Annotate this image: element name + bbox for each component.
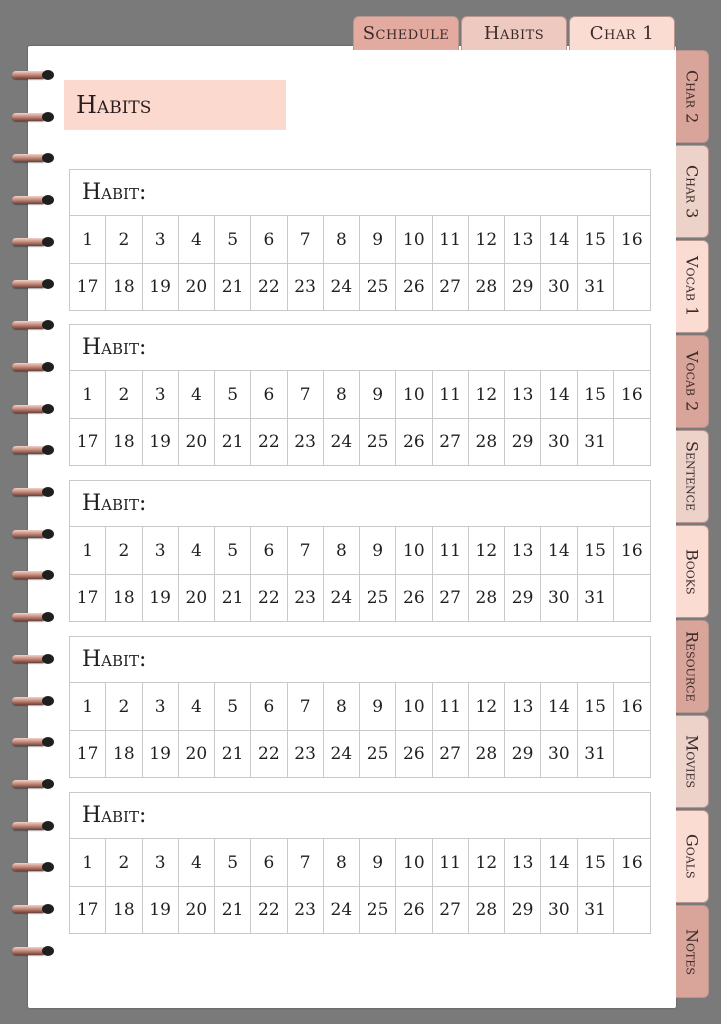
page-title-box [64,80,286,130]
day-cell[interactable]: 3 [143,683,179,730]
tab-label: Resource [682,631,702,702]
tab-resource[interactable] [676,620,709,713]
day-cell[interactable]: 5 [215,839,251,886]
day-cell[interactable]: 10 [396,839,432,886]
day-cell[interactable]: 25 [360,419,396,465]
day-cell[interactable]: 27 [433,731,469,777]
day-cell[interactable]: 12 [469,527,505,574]
tab-label: Char 3 [682,164,702,219]
day-cell[interactable]: 4 [179,839,215,886]
day-cell[interactable]: 12 [469,371,505,418]
day-cell[interactable]: 28 [469,731,505,777]
day-cell[interactable]: 9 [360,839,396,886]
day-cell[interactable]: 26 [396,731,432,777]
tab-movies[interactable] [676,715,709,808]
day-cell[interactable]: 4 [179,527,215,574]
day-cell[interactable]: 7 [288,683,324,730]
binding-ring [12,862,54,872]
empty-cell [614,887,650,933]
day-cell[interactable]: 22 [251,731,287,777]
day-cell[interactable]: 5 [215,683,251,730]
day-cell[interactable]: 7 [288,371,324,418]
day-cell[interactable]: 15 [578,371,614,418]
day-cell[interactable]: 22 [251,575,287,621]
day-cell[interactable]: 1 [70,683,106,730]
binding-ring [12,195,54,205]
tab-char-2[interactable] [676,50,709,143]
day-cell[interactable]: 14 [541,216,577,263]
day-cell[interactable]: 1 [70,839,106,886]
binding-ring [12,112,54,122]
day-cell[interactable]: 13 [505,527,541,574]
day-cell[interactable]: 12 [469,216,505,263]
day-cell[interactable]: 10 [396,527,432,574]
binding-ring [12,821,54,831]
day-cell[interactable]: 25 [360,887,396,933]
day-cell[interactable]: 6 [251,216,287,263]
habit-tracker [69,480,651,622]
day-cell[interactable]: 17 [70,419,106,465]
habit-name-field[interactable] [70,325,650,371]
day-cell[interactable]: 26 [396,264,432,310]
binding-ring [12,946,54,956]
tab-label: Goals [682,834,702,879]
day-cell[interactable]: 9 [360,527,396,574]
tab-vocab-1[interactable] [676,240,709,333]
binding-ring [12,320,54,330]
tab-vocab-2[interactable] [676,335,709,428]
day-cell[interactable]: 21 [215,575,251,621]
day-cell[interactable]: 20 [179,887,215,933]
day-cell[interactable]: 18 [106,264,142,310]
day-cell[interactable]: 27 [433,419,469,465]
day-cell[interactable]: 12 [469,839,505,886]
day-cell[interactable]: 25 [360,264,396,310]
habit-label: Habit: [82,335,147,360]
day-cell[interactable]: 4 [179,216,215,263]
tab-label: Sentence [682,441,702,512]
day-cell[interactable]: 10 [396,371,432,418]
day-row [70,263,650,310]
day-cell[interactable]: 18 [106,575,142,621]
day-cell[interactable]: 22 [251,264,287,310]
day-cell[interactable]: 28 [469,887,505,933]
day-cell[interactable]: 2 [106,371,142,418]
habit-label: Habit: [82,803,147,828]
day-row [70,886,650,933]
day-cell[interactable]: 2 [106,839,142,886]
day-cell[interactable]: 17 [70,731,106,777]
day-cell[interactable]: 23 [288,887,324,933]
day-cell[interactable]: 24 [324,887,360,933]
binding-ring [12,404,54,414]
day-cell[interactable]: 11 [433,216,469,263]
binding-ring [12,529,54,539]
day-cell[interactable]: 17 [70,264,106,310]
day-cell[interactable]: 8 [324,839,360,886]
day-row [70,418,650,465]
empty-cell [614,419,650,465]
day-cell[interactable]: 2 [106,527,142,574]
habit-tracker [69,636,651,778]
day-cell[interactable]: 21 [215,731,251,777]
page-title: Habits [76,91,152,119]
day-cell[interactable]: 20 [179,419,215,465]
day-cell[interactable]: 31 [578,731,614,777]
habit-tracker [69,324,651,466]
tab-schedule[interactable]: Schedule [353,16,459,50]
tab-label: Vocab 2 [682,351,702,412]
day-cell[interactable]: 29 [505,419,541,465]
habit-name-field[interactable] [70,637,650,683]
day-cell[interactable]: 4 [179,683,215,730]
day-cell[interactable]: 16 [621,384,643,405]
day-cell[interactable]: 15 [578,683,614,730]
day-cell[interactable]: 23 [288,264,324,310]
day-cell[interactable]: 19 [143,575,179,621]
day-row [70,527,650,574]
day-cell[interactable]: 8 [324,683,360,730]
day-cell[interactable]: 14 [541,371,577,418]
day-cell[interactable]: 1 [70,216,106,263]
binding-ring [12,612,54,622]
empty-cell [614,575,650,621]
day-cell[interactable]: 11 [433,683,469,730]
day-cell[interactable]: 25 [360,731,396,777]
empty-cell [614,264,650,310]
day-cell[interactable]: 23 [288,731,324,777]
day-cell[interactable]: 31 [578,887,614,933]
day-cell[interactable]: 3 [143,839,179,886]
day-row [70,371,650,418]
day-cell[interactable]: 20 [179,731,215,777]
day-cell[interactable]: 13 [505,683,541,730]
tab-label: Notes [682,928,702,975]
day-cell[interactable]: 7 [288,216,324,263]
tab-label: Vocab 1 [682,256,702,317]
day-cell[interactable]: 1 [70,371,106,418]
day-cell[interactable]: 30 [541,887,577,933]
binding-ring [12,696,54,706]
day-cell[interactable]: 13 [505,839,541,886]
day-cell[interactable]: 5 [215,216,251,263]
tab-char-3[interactable] [676,145,709,238]
day-cell[interactable]: 26 [396,419,432,465]
day-cell[interactable]: 19 [143,731,179,777]
binding-ring [12,237,54,247]
habit-name-field[interactable] [70,481,650,527]
day-cell[interactable]: 6 [251,839,287,886]
day-cell[interactable]: 10 [396,683,432,730]
day-cell[interactable]: 23 [288,575,324,621]
day-cell[interactable]: 21 [215,887,251,933]
day-cell[interactable]: 27 [433,264,469,310]
day-cell[interactable]: 2 [106,216,142,263]
day-cell[interactable]: 11 [433,371,469,418]
day-row [70,574,650,621]
day-cell[interactable]: 21 [215,264,251,310]
tab-label: Movies [682,734,702,789]
day-cell[interactable]: 27 [433,575,469,621]
day-cell[interactable]: 26 [396,575,432,621]
habit-tracker [69,792,651,934]
tab-sentence[interactable] [676,430,709,523]
day-cell[interactable]: 8 [324,371,360,418]
habit-label: Habit: [82,647,147,672]
day-cell[interactable]: 23 [288,419,324,465]
tab-books[interactable] [676,525,709,618]
day-cell[interactable]: 9 [360,216,396,263]
day-cell[interactable]: 6 [251,371,287,418]
day-cell[interactable]: 8 [324,527,360,574]
tab-notes[interactable] [676,905,709,998]
day-cell[interactable]: 19 [143,887,179,933]
empty-cell [614,731,650,777]
day-cell[interactable]: 15 [578,216,614,263]
day-cell[interactable]: 16 [621,540,643,561]
day-cell[interactable]: 24 [324,419,360,465]
day-cell[interactable]: 20 [179,264,215,310]
day-cell[interactable]: 5 [215,371,251,418]
day-cell[interactable]: 7 [288,527,324,574]
tab-label: Char 2 [682,69,702,124]
day-cell[interactable]: 3 [143,216,179,263]
day-cell[interactable]: 1 [70,527,106,574]
day-cell[interactable]: 14 [541,527,577,574]
day-cell[interactable]: 30 [541,575,577,621]
day-cell[interactable]: 29 [505,575,541,621]
day-cell[interactable]: 22 [251,887,287,933]
habit-label: Habit: [82,180,147,205]
binding-ring [12,654,54,664]
day-cell[interactable]: 10 [396,216,432,263]
day-cell[interactable]: 28 [469,575,505,621]
day-cell[interactable]: 14 [541,839,577,886]
day-cell[interactable]: 16 [621,852,643,873]
binding-ring [12,279,54,289]
day-cell[interactable]: 7 [288,839,324,886]
day-cell[interactable]: 18 [106,887,142,933]
day-cell[interactable]: 30 [541,264,577,310]
day-cell[interactable]: 24 [324,731,360,777]
day-cell[interactable]: 4 [179,371,215,418]
day-cell[interactable]: 11 [433,527,469,574]
top-tab-bar [353,16,675,50]
binding-ring [12,570,54,580]
day-cell[interactable]: 29 [505,264,541,310]
day-row [70,216,650,263]
habit-name-field[interactable] [70,170,650,216]
day-cell[interactable]: 16 [621,696,643,717]
habit-tracker [69,169,651,311]
day-cell[interactable]: 27 [433,887,469,933]
day-cell[interactable]: 15 [578,527,614,574]
day-cell[interactable]: 5 [215,527,251,574]
day-row [70,839,650,886]
day-cell[interactable]: 9 [360,683,396,730]
tab-label: Books [682,548,702,595]
day-cell[interactable]: 30 [541,731,577,777]
day-cell[interactable]: 21 [215,419,251,465]
binding-ring [12,904,54,914]
binding-ring [12,779,54,789]
day-cell[interactable]: 28 [469,419,505,465]
day-cell[interactable]: 18 [106,731,142,777]
binding-ring [12,487,54,497]
day-cell[interactable]: 24 [324,264,360,310]
binding-ring [12,445,54,455]
day-cell[interactable]: 17 [70,575,106,621]
day-cell[interactable]: 31 [578,264,614,310]
habit-label: Habit: [82,491,147,516]
day-cell[interactable]: 2 [106,683,142,730]
day-cell[interactable]: 16 [621,229,643,250]
day-cell[interactable]: 25 [360,575,396,621]
day-cell[interactable]: 29 [505,731,541,777]
binding-ring [12,70,54,80]
binding-ring [12,362,54,372]
day-cell[interactable]: 28 [469,264,505,310]
day-cell[interactable]: 31 [578,419,614,465]
day-cell[interactable]: 18 [106,419,142,465]
binding-ring [12,737,54,747]
tab-habits[interactable]: Habits [461,16,567,50]
day-cell[interactable]: 11 [433,839,469,886]
day-cell[interactable]: 22 [251,419,287,465]
day-cell[interactable]: 17 [70,887,106,933]
binding-ring [12,153,54,163]
day-cell[interactable]: 29 [505,887,541,933]
day-cell[interactable]: 24 [324,575,360,621]
side-tab-bar [676,50,709,998]
day-cell[interactable]: 26 [396,887,432,933]
tab-char-1[interactable]: Char 1 [569,16,675,50]
day-cell[interactable]: 3 [143,371,179,418]
day-cell[interactable]: 30 [541,419,577,465]
day-cell[interactable]: 9 [360,371,396,418]
habit-name-field[interactable] [70,793,650,839]
day-row [70,683,650,730]
day-cell[interactable]: 15 [578,839,614,886]
day-cell[interactable]: 20 [179,575,215,621]
day-cell[interactable]: 6 [251,527,287,574]
day-cell[interactable]: 12 [469,683,505,730]
day-cell[interactable]: 3 [143,527,179,574]
day-cell[interactable]: 13 [505,371,541,418]
day-cell[interactable]: 6 [251,683,287,730]
day-cell[interactable]: 19 [143,419,179,465]
tab-goals[interactable] [676,810,709,903]
day-cell[interactable]: 19 [143,264,179,310]
day-cell[interactable]: 31 [578,575,614,621]
day-cell[interactable]: 13 [505,216,541,263]
day-row [70,730,650,777]
day-cell[interactable]: 14 [541,683,577,730]
day-cell[interactable]: 8 [324,216,360,263]
